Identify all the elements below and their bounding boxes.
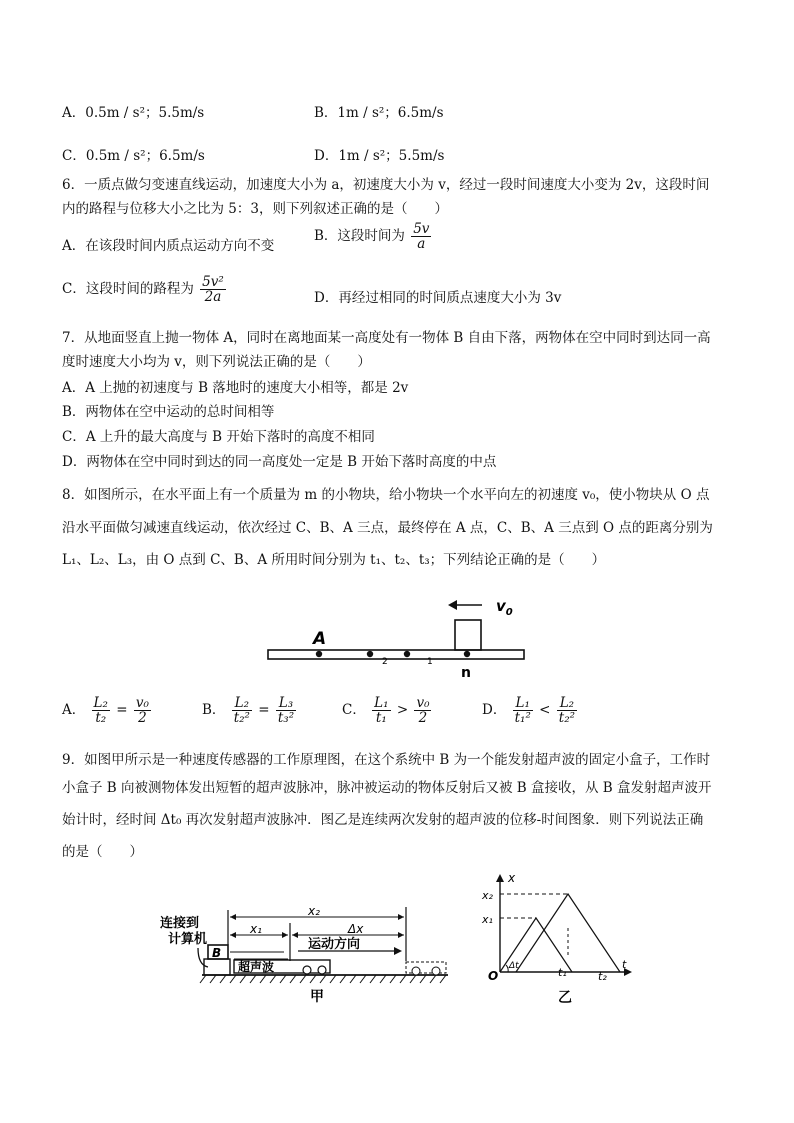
q8-option-a-right: [134, 696, 151, 725]
q8-option-b-right-den: t₃²: [277, 710, 295, 727]
q8-option-b: [202, 696, 298, 725]
q9-yi-label-t2: t₂: [598, 970, 607, 983]
q8-point-a: [316, 651, 322, 657]
q9-jia-x2-arrow-right: [398, 914, 404, 920]
q5-option-a: A．0.5m / s²；5.5m/s: [62, 105, 205, 121]
q8-option-b-left-num: L₂: [232, 696, 252, 711]
q8-option-c-left: [372, 696, 390, 725]
q9-jia-label-ultrasound: 超声波: [238, 960, 275, 974]
q8-velocity-arrow-head: [448, 600, 457, 610]
q6-option-c-fraction: [200, 275, 226, 304]
q9-stem-line3: 始计时，经时间 Δt₀ 再次发射超声波脉冲．图乙是连续两次发射的超声波的位移-时间图象．则下列说法正确: [62, 812, 704, 828]
q6-option-b-denominator: a: [417, 236, 426, 253]
q8-option-c-right-num: v₀: [416, 695, 430, 711]
q9-yi-label-dt: Δt: [509, 961, 519, 971]
q9-jia-label-direction: 运动方向: [308, 937, 361, 952]
q9-figure-yi: [476, 868, 638, 1008]
q6-option-d: D．再经过相同的时间质点速度大小为 3v: [314, 290, 562, 306]
q9-jia-label-connect1: 连接到: [160, 916, 200, 931]
q8-option-d-label: D．: [482, 702, 507, 719]
q9-jia-x1-arrow-left: [230, 932, 236, 938]
q6-stem-line1: 6．一质点做匀变速直线运动，加速度大小为 a，初速度大小为 v，经过一段时间速度大小变为 2v，这段时间: [62, 177, 710, 193]
q9-yi-label-t: t: [622, 958, 627, 971]
q8-option-a-left-den: t₂: [95, 710, 107, 727]
q8-option-d-right: [557, 696, 577, 725]
q8-point-c: [404, 651, 410, 657]
q6-option-c-prefix: C．这段时间的路程为: [62, 281, 194, 298]
q8-figure: [260, 588, 532, 680]
q9-jia-ground-hatch: [200, 975, 446, 983]
q9-yi-label-t1: t₁: [558, 966, 567, 979]
q6-option-b-numerator: 5v: [413, 221, 430, 237]
q7-option-a: A．A 上抛的初速度与 B 落地时的速度大小相等，都是 2v: [62, 380, 409, 396]
q5-option-c: C．0.5m / s²；6.5m/s: [62, 148, 205, 164]
q8-option-c-left-den: t₁: [375, 710, 387, 727]
q8-option-c: [342, 696, 433, 725]
q8-option-d-left-den: t₁²: [514, 710, 531, 727]
q6-option-c-denominator: 2a: [204, 289, 222, 306]
q9-jia-dx-arrow-left: [292, 932, 298, 938]
q7-stem-line2: 度时速度大小均为 v，则下列说法正确的是（ ）: [62, 354, 371, 370]
q8-point-o: [464, 651, 470, 657]
q9-jia-car-later-wheel-2: [432, 967, 440, 975]
q9-jia-car-later-wheel-1: [412, 967, 420, 975]
q8-option-d-left: [513, 696, 533, 725]
q8-option-a-left: [92, 696, 110, 725]
q8-option-d-right-num: L₂: [557, 696, 577, 711]
q8-option-b-label: B．: [202, 702, 226, 719]
q9-jia-label-x2: x₂: [308, 904, 320, 918]
q8-mark-1: 1: [427, 657, 433, 667]
q9-yi-label-o: O: [488, 969, 499, 983]
q6-option-c: [62, 275, 228, 304]
q8-label-o: n: [461, 665, 471, 680]
q8-option-a: [62, 696, 153, 725]
q9-yi-pulse-2: [516, 894, 620, 972]
q8-option-b-right-num: L₃: [276, 696, 296, 711]
q9-yi-caption: 乙: [558, 990, 572, 1006]
q8-stem-line3: L₁、L₂、L₃，由 O 点到 C、B、A 所用时间分别为 t₁、t₂、t₃；下列结论正确的是（ ）: [62, 552, 606, 568]
q8-mark-2: 2: [382, 657, 388, 667]
q9-jia-label-dx: Δx: [348, 922, 364, 936]
q8-option-a-right-den: 2: [138, 710, 147, 727]
q9-jia-x1-arrow-right: [282, 932, 288, 938]
q9-yi-x-axis-arrow: [496, 874, 504, 882]
q7-option-d: D．两物体在空中同时到达的同一高度处一定是 B 开始下落时高度的中点: [62, 454, 497, 470]
q8-option-b-right: [276, 696, 296, 725]
q8-option-d-right-den: t₂²: [558, 710, 576, 727]
q7-option-c: C．A 上升的最大高度与 B 开始下落时的高度不相同: [62, 429, 375, 445]
q8-label-a: A: [313, 629, 327, 649]
q6-stem-line2: 内的路程与位移大小之比为 5：3，则下列叙述正确的是（ ）: [62, 201, 448, 217]
q9-yi-label-x1: x₁: [482, 913, 493, 926]
q8-label-v0: $v_0$: [496, 597, 513, 618]
q8-ground-bar: [268, 650, 524, 659]
q9-jia-caption: 甲: [310, 989, 324, 1005]
q8-stem-line1: 8．如图所示，在水平面上有一个质量为 m 的小物块，给小物块一个水平向左的初速度 v₀，使小物块从 O 点: [62, 487, 710, 503]
q8-option-b-left-den: t₂²: [233, 710, 250, 727]
q8-option-b-relation: =: [258, 702, 270, 719]
q9-jia-dx-arrow-right: [398, 932, 404, 938]
q8-stem-line2: 沿水平面做匀减速直线运动，依次经过 C、B、A 三点，最终停在 A 点，C、B、A 三点到 O 点的距离分别为: [62, 520, 713, 536]
q6-option-a: A．在该段时间内质点运动方向不变: [62, 238, 275, 254]
q9-yi-label-x2: x₂: [482, 889, 493, 902]
q9-jia-label-b: B: [212, 946, 222, 960]
q8-option-d: [482, 696, 579, 725]
q9-yi-label-x: x: [508, 871, 516, 885]
q9-jia-label-connect2: 计算机: [168, 932, 208, 947]
q8-option-a-left-num: L₂: [93, 695, 108, 711]
q9-jia-direction-arrow-head: [394, 947, 402, 955]
q6-option-b: [314, 222, 433, 251]
q9-jia-label-x1: x₁: [250, 922, 262, 936]
q7-stem-line1: 7．从地面竖直上抛一物体 A，同时在离地面某一高度处有一物体 B 自由下落，两物体在空中同时到达同一高: [62, 330, 711, 346]
q8-option-a-relation: =: [116, 702, 128, 719]
q9-figure-jia: [158, 895, 460, 1007]
q8-option-c-right-den: 2: [418, 710, 428, 727]
q8-option-b-left: [232, 696, 252, 725]
q6-option-c-numerator: 5v²: [202, 274, 224, 290]
q9-jia-x2-arrow-left: [230, 914, 236, 920]
q8-option-c-label: C．: [342, 702, 366, 719]
q9-jia-car-wheel-1: [303, 966, 311, 974]
q5-option-b: B．1m / s²；6.5m/s: [314, 105, 444, 121]
q9-stem-line4: 的是（ ）: [62, 844, 143, 860]
q9-jia-cable: [198, 948, 208, 967]
q6-option-b-prefix: B．这段时间为: [314, 228, 405, 245]
q9-stem-line1: 9．如图甲所示是一种速度传感器的工作原理图，在这个系统中 B 为一个能发射超声波的固定小盒子，工作时: [62, 752, 711, 768]
q8-option-c-left-num: L₁: [374, 695, 389, 711]
q5-option-d: D．1m / s²；5.5m/s: [314, 148, 445, 164]
q7-option-b: B．两物体在空中运动的总时间相等: [62, 404, 275, 420]
q8-option-d-relation: <: [539, 702, 551, 719]
q9-stem-line2: 小盒子 B 向被测物体发出短暂的超声波脉冲，脉冲被运动的物体反射后又被 B 盒接收，从 B 盒发射超声波开: [62, 780, 712, 796]
q9-jia-car-wheel-2: [318, 966, 326, 974]
q6-option-b-fraction: [411, 222, 431, 251]
q8-option-c-right: [414, 696, 431, 725]
q8-block: [455, 620, 481, 650]
q8-option-c-relation: >: [396, 702, 409, 719]
q8-option-a-right-num: v₀: [135, 695, 149, 711]
q9-yi-dt-arc: [506, 965, 508, 972]
q8-point-b: [367, 651, 373, 657]
q8-option-a-label: A．: [62, 702, 86, 719]
q8-option-d-left-num: L₁: [513, 696, 533, 711]
